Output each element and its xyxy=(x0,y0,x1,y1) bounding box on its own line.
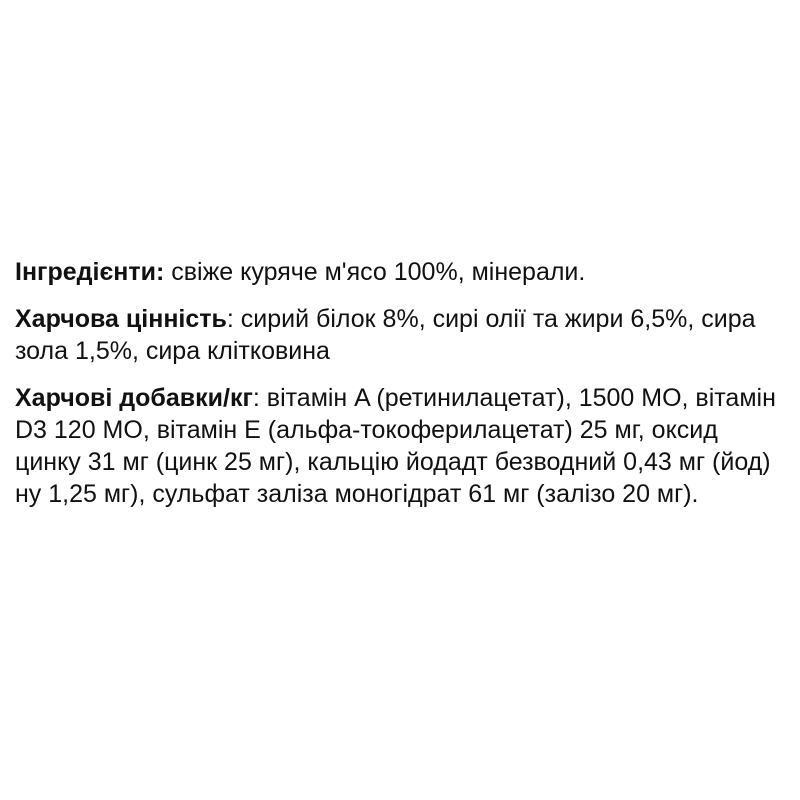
ingredients-label: Інгредієнти: xyxy=(15,258,165,286)
ingredients-text: свіже куряче м'ясо 100%, мінерали. xyxy=(164,258,586,286)
ingredients-paragraph xyxy=(15,256,785,288)
nutrition-value-label: Харчова цінність xyxy=(15,305,227,333)
additives-text: : вітамін A (ретинилацетат), 1500 МО, вітамін D3 120 МО, вітамін E (альфа-токоферилацетат) 25 мг, оксид цинку 31 мг (цинк 25 мг), кальцію йодадт безводний 0,43 мг (йод) ну 1,25 мг), сульфат заліза моногідрат 61 мг (залізо 20 мг). xyxy=(15,384,776,508)
nutrition-value-text: : сирий білок 8%, сирі олії та жири 6,5%, сира зола 1,5%, сира клітковина xyxy=(15,305,756,365)
additives-label: Харчові добавки/кг xyxy=(15,384,253,412)
additives-paragraph xyxy=(15,382,785,510)
nutrition-value-paragraph xyxy=(15,303,785,367)
